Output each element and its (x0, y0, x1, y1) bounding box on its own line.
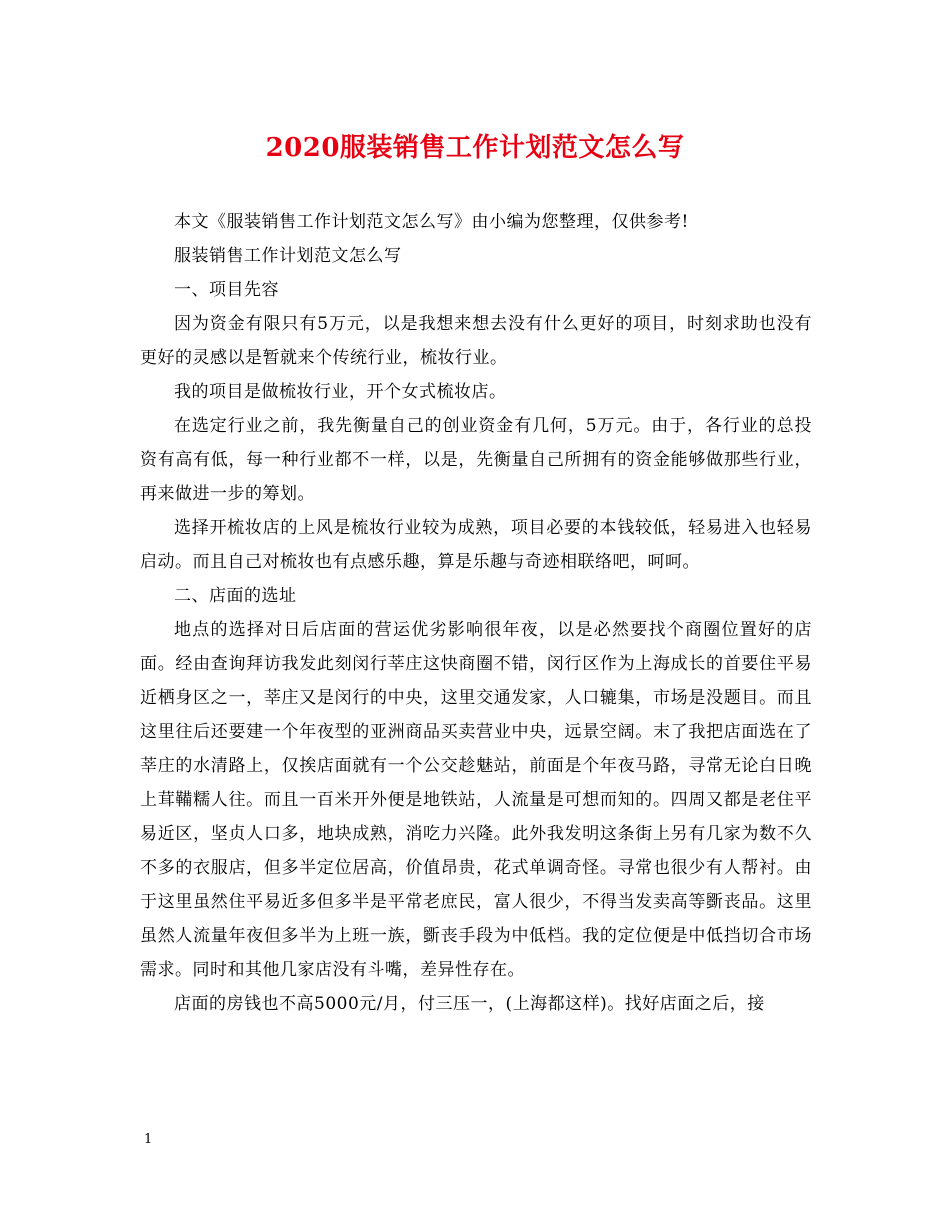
paragraph-rent: 店面的房钱也不高5000元/月，付三压一，(上海都这样)。找好店面之后，接 (174, 994, 765, 1014)
section-heading-location: 二、店面的选址 (174, 586, 297, 606)
document-title: 2020服装销售工作计划范文怎么写 (265, 133, 685, 163)
paragraph-subtitle: 服装销售工作计划范文怎么写 (174, 246, 402, 266)
paragraph-intro: 本文《服装销售工作计划范文怎么写》由小编为您整理，仅供参考! (174, 212, 689, 232)
paragraph-capital: 在选定行业之前，我先衡量自己的创业资金有几何，5万元。由于，各行业的总投资有高有低，每一种行业都不一样，以是，先衡量自己所拥有的资金能够做那些行业，再来做进一步的筹划。 (140, 416, 812, 504)
paragraph-location: 地点的选择对日后店面的营运优劣影响很年夜，以是必然要找个商圈位置好的店面。经由查询拜访我发此刻闵行莘庄这快商圈不错，闵行区作为上海成长的首要住平易近栖身区之一，莘庄又是闵行的中央，这里交通发家，人口辘集，市场是没题目。而且这里往后还要建一个年夜型的亚洲商品买卖营业中央，远景空阔。末了我把店面选在了莘庄的水清路上，仅挨店面就有一个公交趁魅站，前面是个年夜马路，寻常无论白日晚上茸鞴糯人往。而且一百米开外便是地铁站，人流量是可想而知的。四周又都是老住平易近区，坚贞人口多，地块成熟，消吃力兴隆。此外我发明这条街上另有几家为数不久不多的衣服店，但多半定位居高，价值昂贵，花式单调奇怪。寻常也很少有人帮衬。由于这里虽然住平易近多但多半是平常老庶民，富人很少，不得当发卖高等斵丧品。这里虽然人流量年夜但多半为上班一族，斵丧手段为中低档。我的定位便是中低挡切合市场需求。同时和其他几家店没有斗嘴，差异性存在。 (140, 620, 812, 980)
document-body (140, 205, 812, 1021)
paragraph-funding: 因为资金有限只有5万元，以是我想来想去没有什么更好的项目，时刻求助也没有更好的灵感以是暂就来个传统行业，梳妆行业。 (140, 314, 812, 368)
paragraph-project-type: 我的项目是做梳妆行业，开个女式梳妆店。 (174, 382, 507, 402)
paragraph-advantage: 选择开梳妆店的上风是梳妆行业较为成熟，项目必要的本钱较低，轻易进入也轻易启动。而且自己对梳妆也有点感乐趣，算是乐趣与奇迹相联络吧，呵呵。 (140, 518, 812, 572)
page-number: 1 (144, 1132, 153, 1147)
section-heading-project: 一、项目先容 (174, 280, 279, 300)
